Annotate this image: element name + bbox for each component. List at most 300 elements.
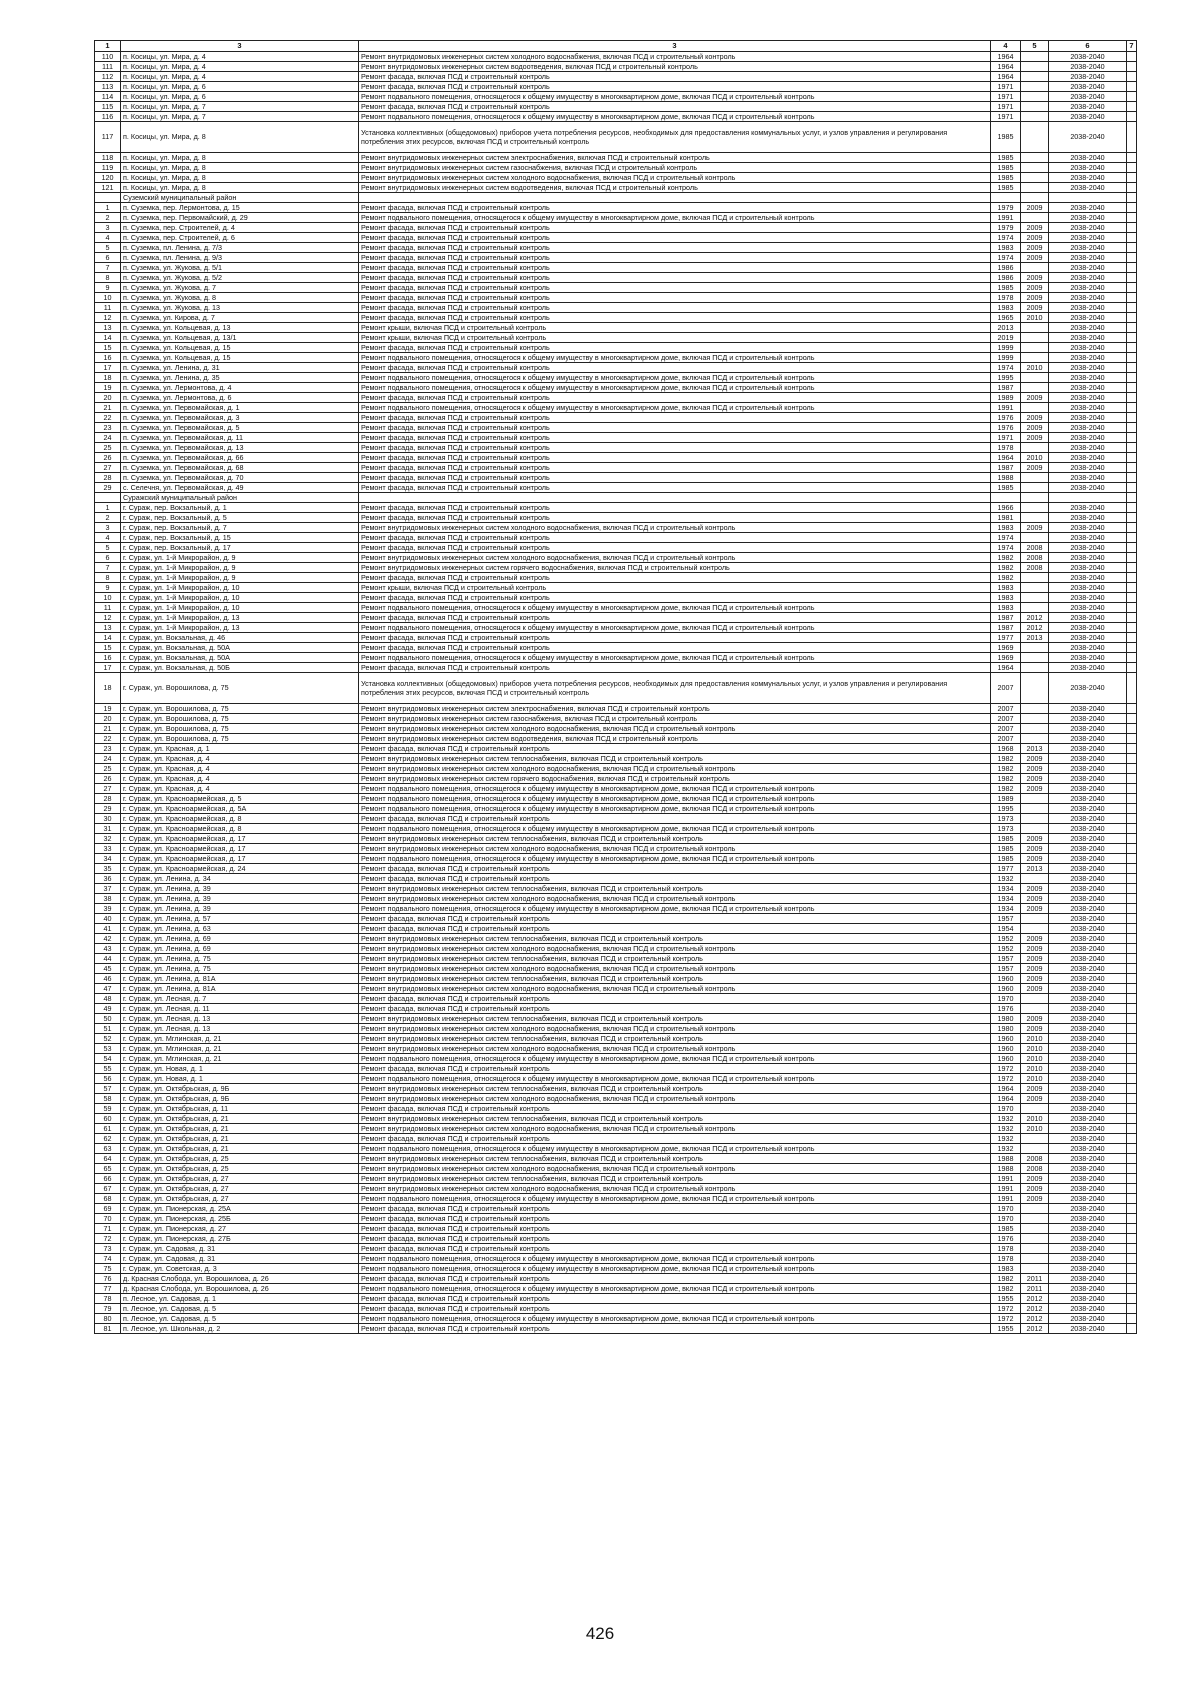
table-cell: 14 bbox=[95, 333, 121, 343]
table-row bbox=[95, 1214, 1137, 1224]
table-cell: 1960 bbox=[991, 974, 1021, 984]
table-cell bbox=[1127, 623, 1137, 633]
table-cell: 1991 bbox=[991, 1184, 1021, 1194]
table-cell: 2038-2040 bbox=[1049, 573, 1127, 583]
table-cell: 2 bbox=[95, 213, 121, 223]
table-row bbox=[95, 854, 1137, 864]
table-cell bbox=[1127, 1254, 1137, 1264]
table-row bbox=[95, 994, 1137, 1004]
table-cell: 2038-2040 bbox=[1049, 453, 1127, 463]
table-cell: 69 bbox=[95, 1204, 121, 1214]
table-cell: 1971 bbox=[991, 102, 1021, 112]
table-cell bbox=[1127, 984, 1137, 994]
table-cell: 1954 bbox=[991, 924, 1021, 934]
table-cell: 1960 bbox=[991, 984, 1021, 994]
table-row bbox=[95, 633, 1137, 643]
table-cell bbox=[1127, 112, 1137, 122]
table-cell bbox=[1021, 653, 1049, 663]
table-row bbox=[95, 513, 1137, 523]
table-cell: п. Суземка, ул. Первомайская, д. 1 bbox=[121, 403, 359, 413]
table-cell: г. Сураж, ул. 1-й Микрорайон, д. 13 bbox=[121, 623, 359, 633]
table-cell bbox=[1127, 323, 1137, 333]
table-cell bbox=[1127, 1154, 1137, 1164]
table-cell bbox=[1127, 122, 1137, 153]
table-cell: 2009 bbox=[1021, 1194, 1049, 1204]
table-row bbox=[95, 1284, 1137, 1294]
table-cell: п. Суземка, пер. Строителей, д. 4 bbox=[121, 223, 359, 233]
table-row bbox=[95, 834, 1137, 844]
table-cell: Ремонт фасада, включая ПСД и строительный контроль bbox=[359, 1234, 991, 1244]
table-cell: 1987 bbox=[991, 623, 1021, 633]
table-cell: 2038-2040 bbox=[1049, 1274, 1127, 1284]
table-cell: п. Суземка, ул. Жукова, д. 7 bbox=[121, 283, 359, 293]
table-cell: г. Сураж, ул. Ворошилова, д. 75 bbox=[121, 714, 359, 724]
table-cell: 59 bbox=[95, 1104, 121, 1114]
table-cell: Ремонт фасада, включая ПСД и строительный контроль bbox=[359, 413, 991, 423]
table-cell bbox=[991, 193, 1021, 203]
table-cell: Ремонт внутридомовых инженерных систем водоотведения, включая ПСД и строительный контроль bbox=[359, 183, 991, 193]
table-cell bbox=[1021, 1254, 1049, 1264]
table-cell: 2038-2040 bbox=[1049, 804, 1127, 814]
table-cell: 1983 bbox=[991, 583, 1021, 593]
table-cell: Ремонт подвального помещения, относящегося к общему имуществу в многоквартирном доме, включая ПСД и строительный контроль bbox=[359, 1144, 991, 1154]
table-cell: Ремонт внутридомовых инженерных систем холодного водоснабжения, включая ПСД и строительный контроль bbox=[359, 1124, 991, 1134]
table-cell: 64 bbox=[95, 1154, 121, 1164]
table-cell: 65 bbox=[95, 1164, 121, 1174]
table-cell bbox=[1127, 784, 1137, 794]
table-cell: 2038-2040 bbox=[1049, 353, 1127, 363]
table-cell: 110 bbox=[95, 52, 121, 62]
table-cell bbox=[1021, 814, 1049, 824]
table-cell: 2038-2040 bbox=[1049, 163, 1127, 173]
table-cell: 2038-2040 bbox=[1049, 323, 1127, 333]
table-cell: г. Сураж, ул. Красная, д. 4 bbox=[121, 764, 359, 774]
table-cell: 1964 bbox=[991, 1084, 1021, 1094]
table-cell: д. Красная Слобода, ул. Ворошилова, д. 26 bbox=[121, 1284, 359, 1294]
table-cell: 2012 bbox=[1021, 1294, 1049, 1304]
table-cell: г. Сураж, ул. Октябрьская, д. 27 bbox=[121, 1184, 359, 1194]
table-cell: 70 bbox=[95, 1214, 121, 1224]
table-cell: 2009 bbox=[1021, 393, 1049, 403]
table-cell: 2013 bbox=[1021, 633, 1049, 643]
table-cell: 76 bbox=[95, 1274, 121, 1284]
table-cell: 2038-2040 bbox=[1049, 914, 1127, 924]
table-cell: 1983 bbox=[991, 593, 1021, 603]
table-cell: г. Сураж, ул. 1-й Микрорайон, д. 13 bbox=[121, 613, 359, 623]
table-cell: 1976 bbox=[991, 423, 1021, 433]
table-cell: 2009 bbox=[1021, 203, 1049, 213]
table-row bbox=[95, 72, 1137, 82]
table-row bbox=[95, 1094, 1137, 1104]
table-row bbox=[95, 423, 1137, 433]
table-cell bbox=[1127, 724, 1137, 734]
table-row bbox=[95, 1224, 1137, 1234]
table-cell bbox=[1021, 353, 1049, 363]
table-cell bbox=[1021, 403, 1049, 413]
table-cell: 2010 bbox=[1021, 1124, 1049, 1134]
table-cell bbox=[1127, 1144, 1137, 1154]
table-cell: 2038-2040 bbox=[1049, 223, 1127, 233]
table-cell: 2038-2040 bbox=[1049, 62, 1127, 72]
table-cell bbox=[1127, 173, 1137, 183]
table-cell: 2013 bbox=[991, 323, 1021, 333]
table-cell: 2038-2040 bbox=[1049, 603, 1127, 613]
table-cell: 14 bbox=[95, 633, 121, 643]
table-cell: 112 bbox=[95, 72, 121, 82]
table-cell: 3 bbox=[95, 223, 121, 233]
table-cell: 1978 bbox=[991, 443, 1021, 453]
section-row bbox=[95, 493, 1137, 503]
table-cell: Ремонт внутридомовых инженерных систем холодного водоснабжения, включая ПСД и строительный контроль bbox=[359, 944, 991, 954]
table-cell: 2038-2040 bbox=[1049, 273, 1127, 283]
table-cell bbox=[1127, 443, 1137, 453]
table-cell: 1985 bbox=[991, 834, 1021, 844]
table-cell bbox=[1127, 1124, 1137, 1134]
table-cell: 79 bbox=[95, 1304, 121, 1314]
table-row bbox=[95, 1264, 1137, 1274]
table-cell bbox=[1127, 974, 1137, 984]
table-cell: 2009 bbox=[1021, 764, 1049, 774]
table-cell: 62 bbox=[95, 1134, 121, 1144]
table-cell: 2038-2040 bbox=[1049, 383, 1127, 393]
table-cell: Ремонт фасада, включая ПСД и строительный контроль bbox=[359, 293, 991, 303]
table-cell: 2012 bbox=[1021, 1304, 1049, 1314]
table-cell: 2011 bbox=[1021, 1274, 1049, 1284]
table-row bbox=[95, 1104, 1137, 1114]
table-cell: 2009 bbox=[1021, 433, 1049, 443]
table-cell bbox=[1127, 1264, 1137, 1274]
table-cell: 75 bbox=[95, 1264, 121, 1274]
table-cell: 2038-2040 bbox=[1049, 1224, 1127, 1234]
table-cell: 1987 bbox=[991, 463, 1021, 473]
table-cell: Ремонт фасада, включая ПСД и строительный контроль bbox=[359, 453, 991, 463]
table-cell bbox=[1127, 543, 1137, 553]
table-cell: 45 bbox=[95, 964, 121, 974]
table-cell: 12 bbox=[95, 313, 121, 323]
table-cell: 2038-2040 bbox=[1049, 1314, 1127, 1324]
table-cell: Ремонт фасада, включая ПСД и строительный контроль bbox=[359, 72, 991, 82]
table-cell: 2038-2040 bbox=[1049, 473, 1127, 483]
table-cell: 1974 bbox=[991, 233, 1021, 243]
table-cell: 19 bbox=[95, 383, 121, 393]
table-cell: 2038-2040 bbox=[1049, 944, 1127, 954]
table-cell: 40 bbox=[95, 914, 121, 924]
table-cell: 2038-2040 bbox=[1049, 363, 1127, 373]
table-cell: 1988 bbox=[991, 1154, 1021, 1164]
table-cell bbox=[1127, 1324, 1137, 1334]
table-cell: 1983 bbox=[991, 603, 1021, 613]
table-cell: г. Сураж, ул. Пионерская, д. 27Б bbox=[121, 1234, 359, 1244]
table-cell: 116 bbox=[95, 112, 121, 122]
table-cell bbox=[1127, 453, 1137, 463]
table-row bbox=[95, 623, 1137, 633]
table-cell bbox=[1127, 904, 1137, 914]
table-cell: г. Сураж, ул. Красная, д. 4 bbox=[121, 784, 359, 794]
table-cell: д. Красная Слобода, ул. Ворошилова, д. 26 bbox=[121, 1274, 359, 1284]
table-cell bbox=[1127, 373, 1137, 383]
table-cell: 2009 bbox=[1021, 944, 1049, 954]
table-row bbox=[95, 884, 1137, 894]
table-cell: п. Суземка, ул. Кирова, д. 7 bbox=[121, 313, 359, 323]
table-cell bbox=[1127, 303, 1137, 313]
table-cell: Ремонт подвального помещения, относящегося к общему имуществу в многоквартирном доме, включая ПСД и строительный контроль bbox=[359, 1314, 991, 1324]
table-cell: г. Сураж, ул. Красноармейская, д. 8 bbox=[121, 824, 359, 834]
table-cell: 1934 bbox=[991, 894, 1021, 904]
table-cell: Ремонт фасада, включая ПСД и строительный контроль bbox=[359, 1304, 991, 1314]
table-cell: п. Суземка, ул. Жукова, д. 5/1 bbox=[121, 263, 359, 273]
table-cell: Ремонт фасада, включая ПСД и строительный контроль bbox=[359, 423, 991, 433]
table-cell: 1977 bbox=[991, 864, 1021, 874]
table-cell: п. Косицы, ул. Мира, д. 4 bbox=[121, 62, 359, 72]
table-cell: 2038-2040 bbox=[1049, 934, 1127, 944]
table-cell: Ремонт фасада, включая ПСД и строительный контроль bbox=[359, 363, 991, 373]
table-cell: г. Сураж, ул. Садовая, д. 31 bbox=[121, 1244, 359, 1254]
header-row bbox=[95, 41, 1137, 52]
table-row bbox=[95, 183, 1137, 193]
table-row bbox=[95, 744, 1137, 754]
table-cell: 1978 bbox=[991, 293, 1021, 303]
table-cell bbox=[1021, 92, 1049, 102]
table-cell: 28 bbox=[95, 794, 121, 804]
header-cell: 3 bbox=[359, 41, 991, 52]
table-row bbox=[95, 453, 1137, 463]
table-cell: 2009 bbox=[1021, 904, 1049, 914]
table-cell: 1982 bbox=[991, 563, 1021, 573]
table-cell: Ремонт внутридомовых инженерных систем теплоснабжения, включая ПСД и строительный контроль bbox=[359, 1154, 991, 1164]
table-cell: 26 bbox=[95, 774, 121, 784]
table-cell: 61 bbox=[95, 1124, 121, 1134]
table-cell: 57 bbox=[95, 1084, 121, 1094]
table-cell bbox=[1127, 714, 1137, 724]
table-cell: п. Суземка, ул. Первомайская, д. 13 bbox=[121, 443, 359, 453]
table-cell: Ремонт подвального помещения, относящегося к общему имуществу в многоквартирном доме, включая ПСД и строительный контроль bbox=[359, 373, 991, 383]
table-row bbox=[95, 613, 1137, 623]
table-cell: г. Сураж, ул. Вокзальная, д. 50А bbox=[121, 653, 359, 663]
table-cell: г. Сураж, ул. Ленина, д. 39 bbox=[121, 894, 359, 904]
table-cell bbox=[1021, 1214, 1049, 1224]
table-row bbox=[95, 1004, 1137, 1014]
table-cell: 1973 bbox=[991, 824, 1021, 834]
table-cell: 1965 bbox=[991, 313, 1021, 323]
table-cell bbox=[1127, 864, 1137, 874]
table-cell: Ремонт фасада, включая ПСД и строительный контроль bbox=[359, 543, 991, 553]
table-cell: 1960 bbox=[991, 1034, 1021, 1044]
table-cell: г. Сураж, ул. Октябрьская, д. 11 bbox=[121, 1104, 359, 1114]
table-cell: 17 bbox=[95, 663, 121, 673]
table-cell: п. Суземка, ул. Первомайская, д. 3 bbox=[121, 413, 359, 423]
table-cell: 8 bbox=[95, 273, 121, 283]
table-cell: 2038-2040 bbox=[1049, 1044, 1127, 1054]
table-cell: 48 bbox=[95, 994, 121, 1004]
table-cell: 1985 bbox=[991, 122, 1021, 153]
table-cell bbox=[1021, 193, 1049, 203]
table-cell: 1 bbox=[95, 503, 121, 513]
table-cell: 1932 bbox=[991, 874, 1021, 884]
table-cell: 1952 bbox=[991, 944, 1021, 954]
table-cell: 22 bbox=[95, 734, 121, 744]
table-cell: Ремонт фасада, включая ПСД и строительный контроль bbox=[359, 573, 991, 583]
table-row bbox=[95, 1294, 1137, 1304]
table-cell: 1932 bbox=[991, 1144, 1021, 1154]
table-cell: 77 bbox=[95, 1284, 121, 1294]
table-cell bbox=[1021, 62, 1049, 72]
table-cell: 2009 bbox=[1021, 894, 1049, 904]
table-cell: 72 bbox=[95, 1234, 121, 1244]
table-cell bbox=[1127, 844, 1137, 854]
table-cell: 1970 bbox=[991, 994, 1021, 1004]
table-cell: г. Сураж, ул. Ленина, д. 75 bbox=[121, 964, 359, 974]
table-row bbox=[95, 323, 1137, 333]
table-cell: 2038-2040 bbox=[1049, 814, 1127, 824]
table-cell: 2038-2040 bbox=[1049, 92, 1127, 102]
table-row bbox=[95, 734, 1137, 744]
table-cell: 1969 bbox=[991, 653, 1021, 663]
table-cell: 6 bbox=[95, 553, 121, 563]
table-cell: 2038-2040 bbox=[1049, 112, 1127, 122]
table-cell: 1979 bbox=[991, 223, 1021, 233]
table-cell: Ремонт фасада, включая ПСД и строительный контроль bbox=[359, 613, 991, 623]
table-cell: 2038-2040 bbox=[1049, 1284, 1127, 1294]
table-cell: 2038-2040 bbox=[1049, 954, 1127, 964]
table-cell: 2009 bbox=[1021, 463, 1049, 473]
table-cell: 1970 bbox=[991, 1204, 1021, 1214]
table-cell: 81 bbox=[95, 1324, 121, 1334]
table-cell: 2038-2040 bbox=[1049, 1024, 1127, 1034]
table-cell: г. Сураж, ул. Вокзальная, д. 50А bbox=[121, 643, 359, 653]
table-cell: 38 bbox=[95, 894, 121, 904]
table-cell: Ремонт внутридомовых инженерных систем холодного водоснабжения, включая ПСД и строительный контроль bbox=[359, 553, 991, 563]
table-cell: 2008 bbox=[1021, 1154, 1049, 1164]
table-cell: Ремонт внутридомовых инженерных систем холодного водоснабжения, включая ПСД и строительный контроль bbox=[359, 1024, 991, 1034]
table-cell: п. Суземка, ул. Первомайская, д. 68 bbox=[121, 463, 359, 473]
table-row bbox=[95, 503, 1137, 513]
table-cell: г. Сураж, ул. Пионерская, д. 25Б bbox=[121, 1214, 359, 1224]
table-cell: 39 bbox=[95, 904, 121, 914]
table-cell: Ремонт подвального помещения, относящегося к общему имуществу в многоквартирном доме, включая ПСД и строительный контроль bbox=[359, 112, 991, 122]
table-cell: Ремонт внутридомовых инженерных систем теплоснабжения, включая ПСД и строительный контроль bbox=[359, 954, 991, 964]
table-cell: 2038-2040 bbox=[1049, 734, 1127, 744]
table-cell: 2038-2040 bbox=[1049, 533, 1127, 543]
table-cell: 43 bbox=[95, 944, 121, 954]
table-row bbox=[95, 1134, 1137, 1144]
table-cell: Ремонт фасада, включая ПСД и строительный контроль bbox=[359, 593, 991, 603]
table-cell: 54 bbox=[95, 1054, 121, 1064]
table-cell: 2038-2040 bbox=[1049, 213, 1127, 223]
table-cell: Ремонт фасада, включая ПСД и строительный контроль bbox=[359, 1244, 991, 1254]
table-cell: Ремонт подвального помещения, относящегося к общему имуществу в многоквартирном доме, включая ПСД и строительный контроль bbox=[359, 603, 991, 613]
table-cell: 1979 bbox=[991, 203, 1021, 213]
table-cell: 2038-2040 bbox=[1049, 263, 1127, 273]
table-cell: г. Сураж, ул. Октябрьская, д. 27 bbox=[121, 1174, 359, 1184]
table-cell: г. Сураж, ул. Ворошилова, д. 75 bbox=[121, 673, 359, 704]
table-cell: п. Косицы, ул. Мира, д. 8 bbox=[121, 163, 359, 173]
table-cell: 25 bbox=[95, 443, 121, 453]
table-cell: 1966 bbox=[991, 503, 1021, 513]
table-row bbox=[95, 794, 1137, 804]
table-row bbox=[95, 223, 1137, 233]
table-cell: 2009 bbox=[1021, 854, 1049, 864]
table-row bbox=[95, 1304, 1137, 1314]
table-cell bbox=[1127, 563, 1137, 573]
table-row bbox=[95, 553, 1137, 563]
table-cell: Ремонт фасада, включая ПСД и строительный контроль bbox=[359, 1274, 991, 1284]
table-cell bbox=[1127, 433, 1137, 443]
table-cell: 2009 bbox=[1021, 1084, 1049, 1094]
table-cell: 12 bbox=[95, 613, 121, 623]
table-cell: Суражский муниципальный район bbox=[121, 493, 359, 503]
table-cell bbox=[1127, 814, 1137, 824]
table-cell: п. Суземка, пер. Строителей, д. 6 bbox=[121, 233, 359, 243]
table-cell: п. Суземка, ул. Ленина, д. 35 bbox=[121, 373, 359, 383]
table-cell: 2038-2040 bbox=[1049, 1234, 1127, 1244]
table-cell bbox=[1127, 1314, 1137, 1324]
table-cell bbox=[1127, 553, 1137, 563]
table-cell: 2038-2040 bbox=[1049, 663, 1127, 673]
table-row bbox=[95, 533, 1137, 543]
table-cell: г. Сураж, ул. Мглинская, д. 21 bbox=[121, 1044, 359, 1054]
table-cell: 2038-2040 bbox=[1049, 844, 1127, 854]
table-cell: 36 bbox=[95, 874, 121, 884]
table-cell: 2038-2040 bbox=[1049, 183, 1127, 193]
table-cell: 2019 bbox=[991, 333, 1021, 343]
table-cell: 1983 bbox=[991, 523, 1021, 533]
table-cell: 1982 bbox=[991, 1284, 1021, 1294]
table-row bbox=[95, 243, 1137, 253]
table-cell: г. Сураж, ул. 1-й Микрорайон, д. 10 bbox=[121, 583, 359, 593]
table-cell: 2013 bbox=[1021, 744, 1049, 754]
table-cell: 26 bbox=[95, 453, 121, 463]
table-cell: 2038-2040 bbox=[1049, 313, 1127, 323]
table-cell: 5 bbox=[95, 543, 121, 553]
table-row bbox=[95, 864, 1137, 874]
table-cell bbox=[1127, 333, 1137, 343]
table-cell: Ремонт фасада, включая ПСД и строительный контроль bbox=[359, 513, 991, 523]
table-cell: 2038-2040 bbox=[1049, 403, 1127, 413]
table-cell bbox=[1127, 423, 1137, 433]
table-cell: 2038-2040 bbox=[1049, 714, 1127, 724]
table-cell: 2038-2040 bbox=[1049, 794, 1127, 804]
table-cell bbox=[1127, 413, 1137, 423]
table-cell bbox=[1021, 804, 1049, 814]
table-row bbox=[95, 1174, 1137, 1184]
table-cell bbox=[1127, 102, 1137, 112]
table-cell: г. Сураж, ул. 1-й Микрорайон, д. 9 bbox=[121, 563, 359, 573]
table-row bbox=[95, 954, 1137, 964]
table-cell: Ремонт внутридомовых инженерных систем холодного водоснабжения, включая ПСД и строительный контроль bbox=[359, 764, 991, 774]
table-cell: 30 bbox=[95, 814, 121, 824]
table-cell: 2009 bbox=[1021, 253, 1049, 263]
table-row bbox=[95, 1044, 1137, 1054]
table-cell: г. Сураж, ул. Ленина, д. 39 bbox=[121, 884, 359, 894]
table-cell: 21 bbox=[95, 724, 121, 734]
table-row bbox=[95, 173, 1137, 183]
table-row bbox=[95, 603, 1137, 613]
table-cell bbox=[1127, 1174, 1137, 1184]
table-cell: п. Суземка, ул. Кольцевая, д. 15 bbox=[121, 343, 359, 353]
table-cell bbox=[1021, 1204, 1049, 1214]
table-cell: п. Суземка, пл. Ленина, д. 7/3 bbox=[121, 243, 359, 253]
table-cell: п. Косицы, ул. Мира, д. 8 bbox=[121, 122, 359, 153]
table-cell: Ремонт фасада, включая ПСД и строительный контроль bbox=[359, 253, 991, 263]
table-cell bbox=[1127, 1034, 1137, 1044]
table-cell bbox=[1127, 1214, 1137, 1224]
table-cell: 2038-2040 bbox=[1049, 1144, 1127, 1154]
table-row bbox=[95, 1054, 1137, 1064]
table-cell bbox=[1021, 112, 1049, 122]
table-cell: 2010 bbox=[1021, 1074, 1049, 1084]
table-cell bbox=[1021, 573, 1049, 583]
table-cell bbox=[1127, 663, 1137, 673]
